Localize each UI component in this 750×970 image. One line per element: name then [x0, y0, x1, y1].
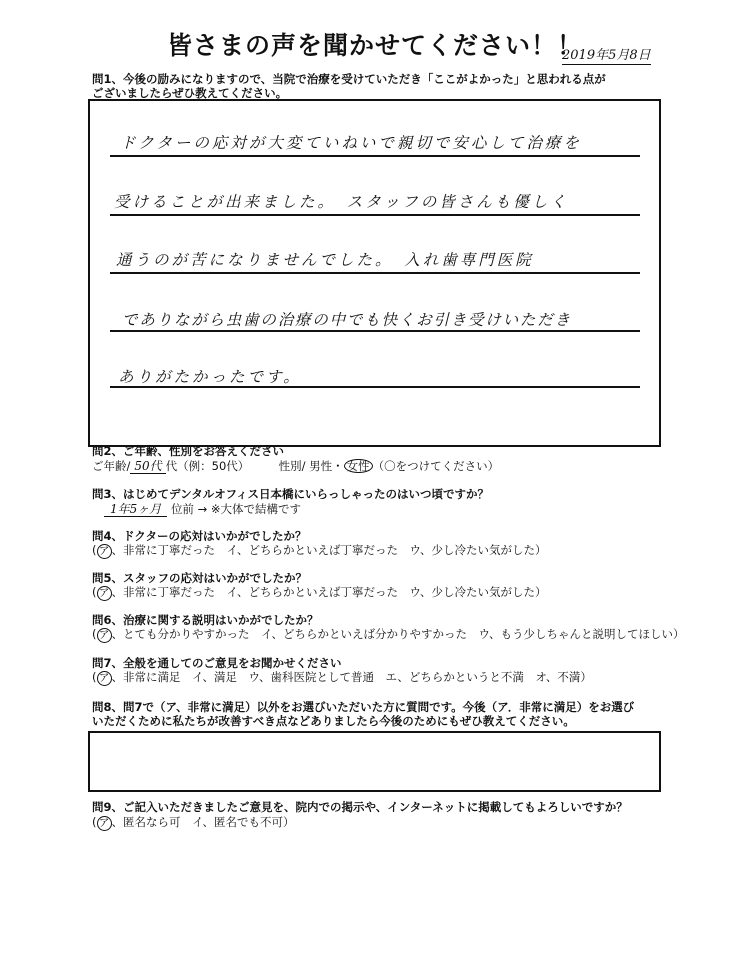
q5-prompt: 問5、スタッフの応対はいかがでしたか？ [92, 571, 307, 585]
q1-answer-line: ありがたかったです。 [118, 368, 302, 386]
q4-option-a-circled[interactable]: ア [97, 544, 112, 559]
q4-options: ( ア 、非常に丁寧だった イ、どちらかといえば丁寧だった ウ、少し冷たい気がした） [92, 543, 547, 557]
q3-answer-suffix: 位前 → ※大体で結構です [170, 502, 302, 516]
q1-prompt-line2: ございましたらぜひ教えてください。 [92, 86, 288, 100]
q2-prompt: 問2、ご年齢、性別をお答えください [92, 444, 284, 458]
q7-options-text: 、非常に満足 イ、満足 ウ、歯科医院として普通 エ、どちらかというと不満 オ、不満） [111, 670, 592, 684]
q3-answer-value[interactable]: 1年5ヶ月 [104, 502, 167, 517]
q1-prompt-line1: 問1、今後の励みになりますので、当院で治療を受けていただき「ここがよかった」と思われる点が [92, 72, 606, 86]
q5-options-text: 、非常に丁寧だった イ、どちらかといえば丁寧だった ウ、少し冷たい気がした） [111, 585, 547, 599]
q6-option-a-circled[interactable]: ア [97, 628, 112, 643]
q7-option-a-circled[interactable]: ア [97, 671, 112, 686]
q6-options: ( ア 、とても分かりやすかった イ、どちらかといえば分かりやすかった ウ、もう少しちゃんと説明してほしい） [92, 627, 685, 641]
page-title: 皆さまの声を聞かせてください！！ [166, 31, 583, 60]
q9-options: ( ア 、匿名なら可 イ、匿名でも不可） [92, 815, 295, 829]
q2-gender-label: 性別/ [278, 459, 306, 473]
writing-line [110, 214, 640, 216]
q2-female-option-circled[interactable]: 女性 [344, 459, 373, 473]
q1-answer-line: ドクターの応対が大変ていねいで親切で安心して治療を [120, 134, 582, 152]
q3-answer-row [104, 502, 301, 516]
q5-options: ( ア 、非常に丁寧だった イ、どちらかといえば丁寧だった ウ、少し冷たい気がした） [92, 585, 547, 599]
q3-prompt: 問3、はじめてデンタルオフィス日本橋にいらっしゃったのはいつ頃ですか？ [92, 487, 490, 501]
q4-options-text: 、非常に丁寧だった イ、どちらかといえば丁寧だった ウ、少し冷たい気がした） [111, 543, 547, 557]
q6-prompt: 問6、治療に関する説明はいかがでしたか？ [92, 613, 319, 627]
q2-answer-row [92, 459, 499, 473]
q9-options-text: 、匿名なら可 イ、匿名でも不可） [111, 815, 295, 829]
q2-note: （〇をつけてください） [372, 459, 500, 473]
q6-options-text: 、とても分かりやすかった イ、どちらかといえば分かりやすかった ウ、もう少しちゃんと説明してほしい） [111, 627, 685, 641]
q9-prompt: 問9、ご記入いただきましたご意見を、院内での掲示や、インターネットに掲載してもよろしいですか？ [92, 800, 628, 814]
q9-option-a-circled[interactable]: ア [97, 816, 112, 831]
q5-option-a-circled[interactable]: ア [97, 586, 112, 601]
q7-prompt: 問7、全般を通してのご意見をお聞かせください [92, 656, 342, 670]
handwritten-date: 2019年5月8日 [562, 44, 651, 65]
q1-answer-line: 受けることが出来ました。 スタッフの皆さんも優しく [114, 193, 569, 211]
q7-options: ( ア 、非常に満足 イ、満足 ウ、歯科医院として普通 エ、どちらかというと不満 オ、不満） [92, 670, 592, 684]
q1-answer-line: 通うのが苦になりませんでした。 入れ歯専門医院 [116, 251, 534, 269]
q8-prompt-line2: いただくために私たちが改善すべき点などありましたら今後のためにもぜひ教えてください。 [92, 714, 575, 728]
q4-prompt: 問4、ドクターの応対はいかがでしたか？ [92, 529, 307, 543]
writing-line [110, 155, 640, 157]
q8-answer-box[interactable] [88, 731, 661, 792]
q2-age-suffix: 代（例：50代） [165, 459, 250, 473]
q2-age-value[interactable]: 50代 [130, 459, 165, 474]
q2-age-label: ご年齢/ [92, 459, 131, 473]
q2-male-option[interactable]: 男性・ [309, 459, 344, 473]
writing-line [110, 386, 640, 388]
q8-prompt-line1: 問8、問7で（ア、非常に満足）以外をお選びいただいた方に質問です。今後（ア．非常に満足）をお選び [92, 700, 635, 714]
writing-line [110, 330, 640, 332]
q1-answer-line: でありながら虫歯の治療の中でも快くお引き受けいただき [122, 311, 572, 329]
writing-line [110, 272, 640, 274]
